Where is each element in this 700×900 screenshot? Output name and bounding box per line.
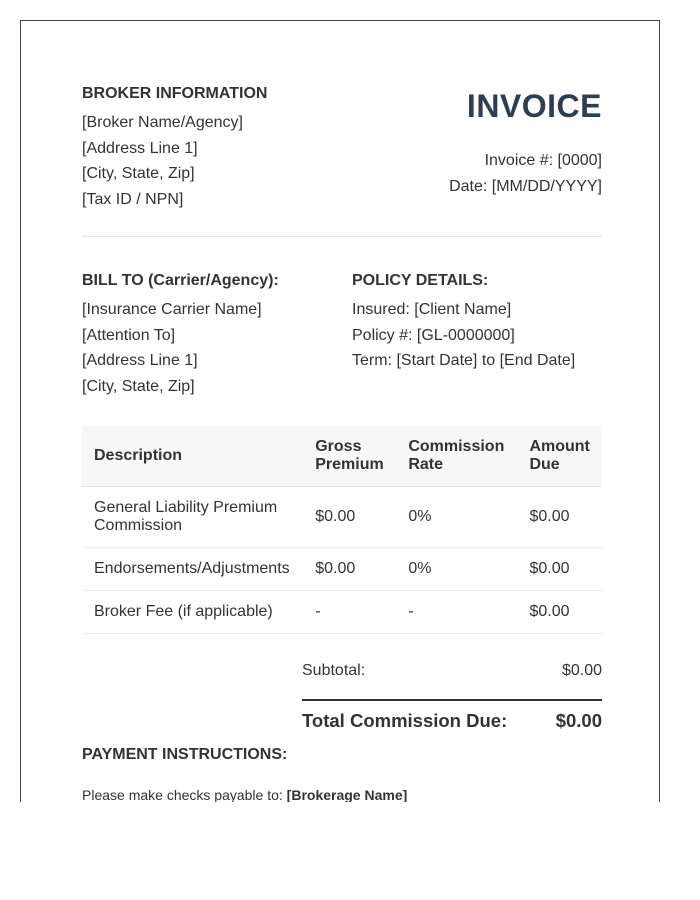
invoice-page — [20, 20, 660, 802]
invoice-header — [82, 84, 602, 214]
row-commission-rate: - — [396, 591, 517, 634]
row-gross-premium: $0.00 — [303, 548, 396, 591]
bill-to — [82, 271, 352, 399]
broker-tax-id: [Tax ID / NPN] — [82, 190, 184, 208]
bill-to-address: [Address Line 1] — [82, 352, 198, 369]
row-amount-due: $0.00 — [517, 591, 602, 634]
payment-note — [82, 786, 602, 802]
policy-details — [352, 271, 602, 374]
line-items-table — [82, 426, 602, 634]
header-description: Description — [82, 426, 303, 487]
total-value: $0.00 — [555, 710, 602, 731]
policy-number: Policy #: [GL-0000000] — [352, 326, 515, 344]
payment-note-text: Please make checks payable to: — [82, 787, 287, 802]
subtotal-row — [302, 661, 602, 701]
payment-heading: PAYMENT INSTRUCTIONS: — [82, 746, 288, 763]
broker-heading: BROKER INFORMATION — [82, 85, 268, 102]
policy-term: Term: [Start Date] to [End Date] — [352, 352, 576, 369]
table-row — [82, 487, 602, 548]
subtotal-label: Subtotal: — [302, 662, 366, 679]
bill-to-carrier: [Insurance Carrier Name] — [82, 301, 262, 318]
row-gross-premium: $0.00 — [303, 487, 396, 548]
broker-name: [Broker Name/Agency] — [82, 114, 243, 131]
totals-block — [302, 661, 602, 732]
row-description: General Liability Premium Commission — [82, 487, 303, 548]
policy-insured: Insured: [Client Name] — [352, 301, 512, 318]
invoice-date: Date: [MM/DD/YYYY] — [449, 177, 602, 195]
header-divider — [82, 236, 602, 237]
row-amount-due: $0.00 — [517, 487, 602, 548]
broker-city-state-zip: [City, State, Zip] — [82, 165, 195, 182]
table-row — [82, 548, 602, 591]
row-commission-rate: 0% — [396, 548, 517, 591]
total-label: Total Commission Due: — [302, 710, 508, 731]
header-amount-due: Amount Due — [517, 426, 602, 487]
payment-payee: [Brokerage Name] — [286, 787, 408, 802]
invoice-meta — [449, 148, 602, 199]
row-gross-premium: - — [303, 591, 396, 634]
invoice-meta-block — [449, 84, 602, 199]
bill-to-city-state-zip: [City, State, Zip] — [82, 377, 195, 395]
policy-heading: POLICY DETAILS: — [352, 272, 489, 289]
broker-information — [82, 84, 267, 212]
subtotal-value: $0.00 — [561, 662, 602, 679]
table-header-row — [82, 426, 602, 487]
broker-address: [Address Line 1] — [82, 139, 198, 157]
header-gross-premium: Gross Premium — [303, 426, 396, 487]
table-row — [82, 591, 602, 634]
invoice-number: Invoice #: [0000] — [484, 152, 602, 169]
row-description: Broker Fee (if applicable) — [82, 591, 303, 634]
bill-to-heading: BILL TO (Carrier/Agency): — [82, 272, 279, 289]
header-commission-rate: Commission Rate — [396, 426, 517, 487]
row-commission-rate: 0% — [396, 487, 517, 548]
bill-to-attention: [Attention To] — [82, 326, 176, 344]
row-description: Endorsements/Adjustments — [82, 548, 303, 591]
payment-instructions — [82, 745, 602, 802]
total-row — [302, 710, 602, 732]
invoice-title: INVOICE — [466, 88, 602, 124]
row-amount-due: $0.00 — [517, 548, 602, 591]
